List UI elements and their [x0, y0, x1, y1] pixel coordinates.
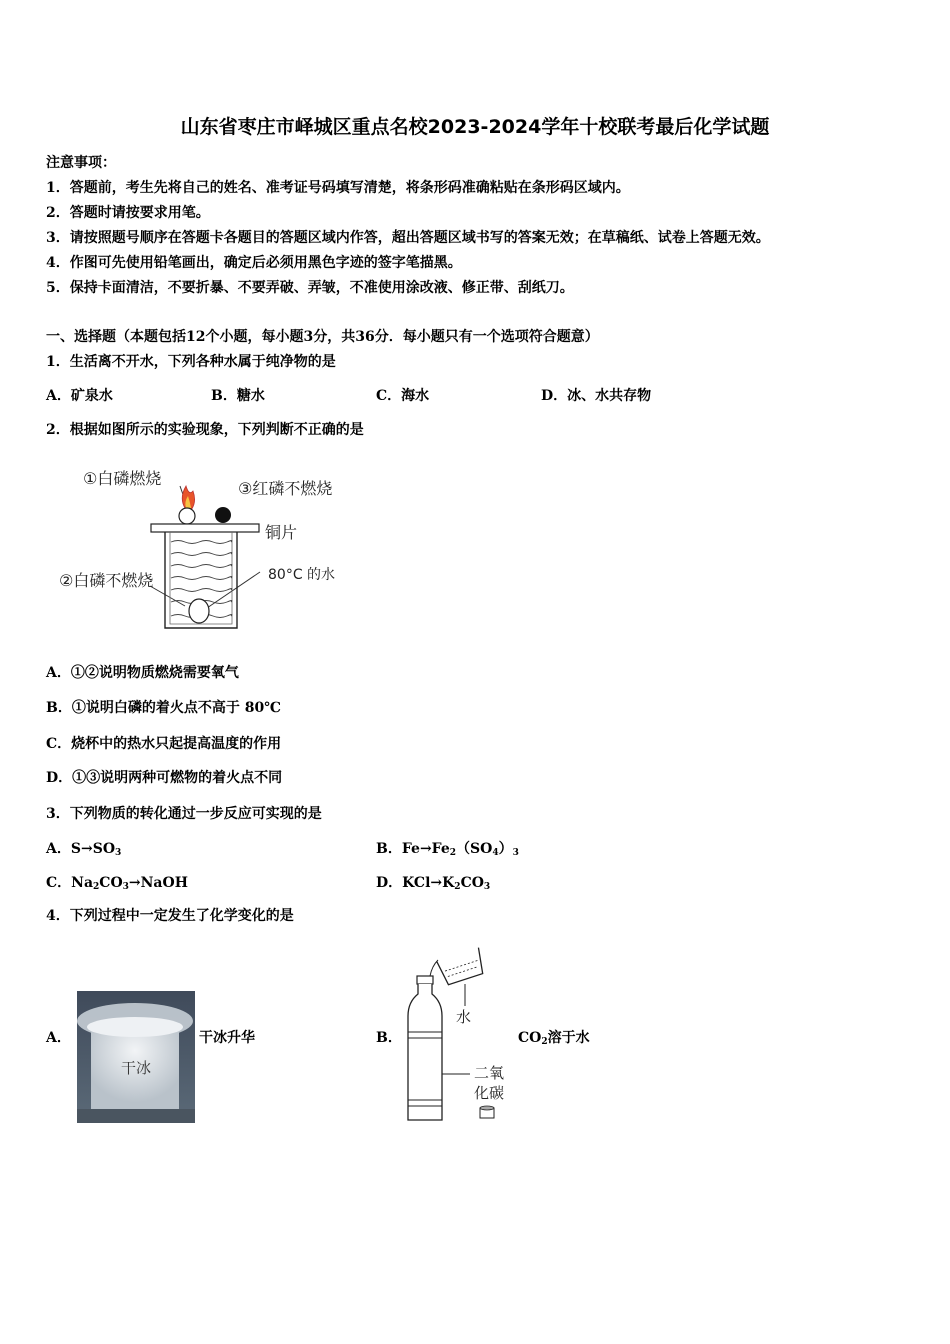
- q2-option-a: A．①②说明物质燃烧需要氧气: [46, 665, 239, 681]
- q2-option-d: D．①③说明两种可燃物的着火点不同: [46, 770, 283, 786]
- q1-option-d: D．冰、水共存物: [541, 388, 652, 404]
- figure-label-1: ①白磷燃烧: [83, 469, 162, 488]
- subscript: 2: [449, 848, 457, 858]
- formula-part: ）: [498, 841, 513, 857]
- figure-label-3: ③红磷不燃烧: [238, 479, 333, 498]
- subscript: 4: [492, 848, 499, 858]
- q3-option-b: [376, 838, 519, 858]
- notice-item: 1．答题前，考生先将自己的姓名、准考证号码填写清楚，将条形码准确粘贴在条形码区域内。: [46, 180, 630, 196]
- q4-option-a-label: A．: [46, 1030, 71, 1046]
- notice-item: 5．保持卡面清洁，不要折暴、不要弄破、弄皱，不准使用涂改液、修正带、刮纸刀。: [46, 280, 574, 296]
- q4-option-b-caption: [518, 1027, 590, 1047]
- question-1-stem: 1．生活离不开水，下列各种水属于纯净物的是: [46, 354, 336, 370]
- q2-option-b: B．①说明白磷的着火点不高于 80℃: [46, 700, 281, 716]
- notice-item: 4．作图可先使用铅笔画出，确定后必须用黑色字迹的签字笔描黑。: [46, 255, 462, 271]
- subscript: 2: [93, 882, 100, 892]
- page-title: 山东省枣庄市峄城区重点名校2023-2024学年十校联考最后化学试题: [180, 116, 770, 138]
- notice-item: 2．答题时请按要求用笔。: [46, 205, 210, 221]
- formula-part: CO: [99, 875, 123, 891]
- notice-item: 3．请按照题号顺序在答题卡各题目的答题区域内作答，超出答题区域书写的答案无效；在草稿纸、试卷上答题无效。: [46, 230, 770, 246]
- dry-ice-photo: [77, 991, 195, 1123]
- co2-label-line2: 化碳: [474, 1084, 505, 1102]
- subscript: 3: [483, 882, 491, 892]
- q3-option-a: [46, 838, 121, 858]
- subscript: 3: [115, 848, 122, 858]
- red-phosphorus: [215, 507, 231, 523]
- question-2-stem: 2．根据如图所示的实验现象，下列判断不正确的是: [46, 422, 364, 438]
- arrow: →: [419, 841, 432, 857]
- formula-part: →NaOH: [128, 875, 188, 891]
- subscript: 3: [122, 882, 129, 892]
- co2-label-line1: 二氧: [474, 1064, 505, 1082]
- section-heading: 一、选择题（本题包括12个小题，每小题3分，共36分．每小题只有一个选项符合题意）: [46, 329, 599, 345]
- bottle-cap: [417, 976, 433, 984]
- q4-option-b-label: B．: [376, 1030, 402, 1046]
- figure-label-copper: 铜片: [265, 523, 298, 542]
- water-label: 水: [456, 1008, 472, 1026]
- q2-option-c: C．烧杯中的热水只起提高温度的作用: [46, 736, 282, 752]
- formula-part: CO: [460, 875, 484, 891]
- formula-part: Fe: [431, 841, 450, 857]
- q3-option-c: [46, 872, 188, 892]
- option-prefix: A．: [46, 841, 71, 857]
- formula-part: Na: [71, 875, 94, 891]
- pouring-beaker: [437, 948, 487, 986]
- option-prefix: C．: [46, 875, 72, 891]
- formula-part: CO: [518, 1030, 542, 1046]
- q1-option-a: A．矿泉水: [46, 388, 113, 404]
- formula-part: SO: [92, 841, 116, 857]
- formula-part: Fe: [401, 841, 420, 857]
- subscript: 2: [541, 1037, 548, 1047]
- notice-heading: 注意事项：: [46, 155, 116, 171]
- option-prefix: B．: [376, 841, 402, 857]
- formula-part: KCl→K: [402, 875, 455, 891]
- white-phosphorus-top: [179, 508, 195, 524]
- formula-part: S: [70, 841, 81, 857]
- option-prefix: D．: [376, 875, 403, 891]
- subscript: 3: [512, 848, 519, 858]
- arrow: →: [81, 841, 93, 857]
- combustion-experiment-figure: [55, 458, 355, 636]
- copper-plate: [151, 524, 259, 532]
- dry-ice-label: 干冰: [121, 1059, 152, 1077]
- q4-option-a-caption: 干冰升华: [199, 1030, 255, 1046]
- question-4-stem: 4．下列过程中一定发生了化学变化的是: [46, 908, 294, 924]
- q3-option-d: [376, 872, 490, 892]
- q1-option-b: B．糖水: [211, 388, 265, 404]
- figure-label-2: ②白磷不燃烧: [59, 571, 154, 590]
- co2-bottle-figure: [398, 940, 516, 1128]
- q1-option-c: C．海水: [376, 388, 430, 404]
- formula-part: （SO: [456, 841, 493, 857]
- white-phosphorus-underwater: [189, 599, 209, 623]
- figure-label-water: 80°C 的水: [268, 567, 336, 583]
- caption-text: 溶于水: [547, 1030, 590, 1046]
- question-3-stem: 3．下列物质的转化通过一步反应可实现的是: [46, 806, 322, 822]
- subscript: 2: [454, 882, 461, 892]
